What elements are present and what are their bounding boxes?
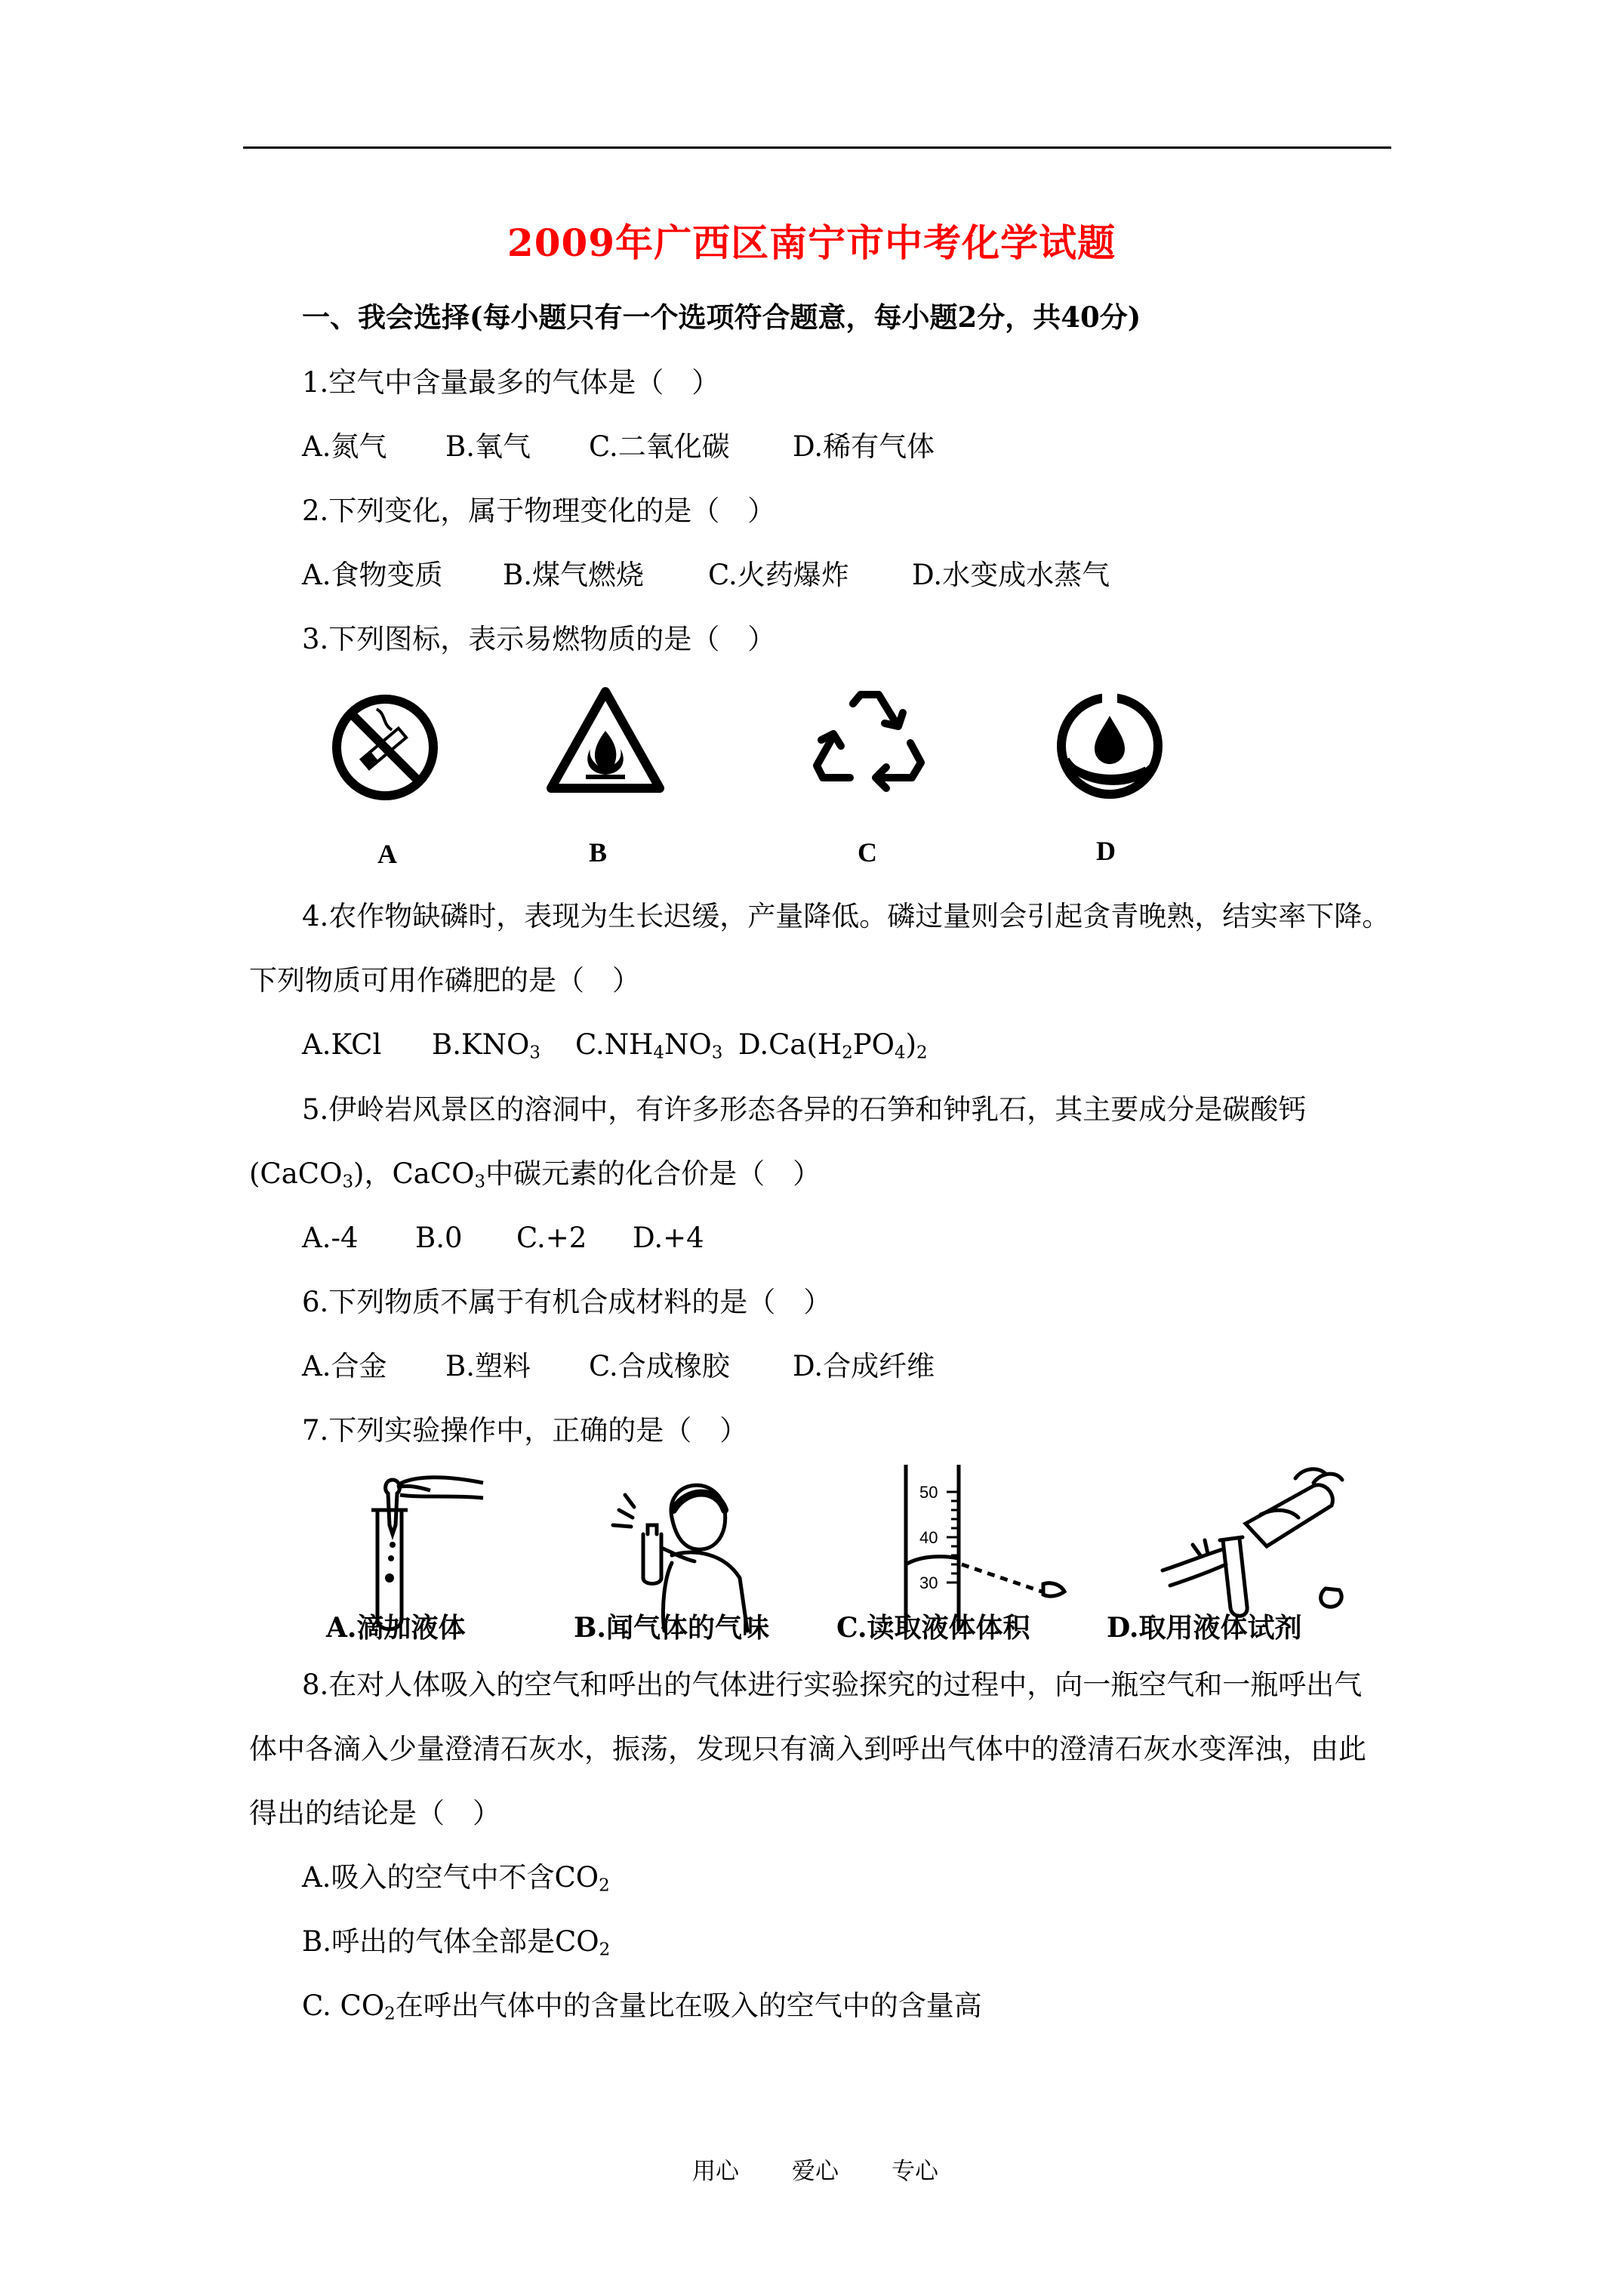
question-2-options (302, 559, 1110, 592)
symbol-label-a: A (377, 839, 397, 869)
option-c (575, 1028, 738, 1062)
option-d: D.稀有气体 (793, 430, 935, 463)
option-b (432, 1028, 575, 1062)
option-d-text: D.Ca(H (738, 1028, 842, 1061)
option-c: C.+2 (516, 1222, 587, 1254)
header-rule (243, 146, 1391, 149)
option-d: D.水变成水蒸气 (912, 559, 1110, 591)
question-6-options (302, 1350, 935, 1383)
option-c: C.火药爆炸 (708, 559, 849, 591)
option-b: B.煤气燃烧 (503, 559, 644, 591)
footer-text: 爱心 (792, 2158, 839, 2185)
option-b: B.塑料 (445, 1350, 531, 1382)
question-8-option-c (302, 1989, 982, 2023)
symbol-label-c: C (858, 837, 877, 868)
question-1-stem: 1.空气中含量最多的气体是（ ） (302, 366, 720, 399)
recycle-icon (806, 684, 933, 802)
footer-text: 用心 (692, 2158, 739, 2185)
symbol-label-b: B (589, 837, 608, 868)
question-5-options (302, 1222, 704, 1255)
option-a: A.-4 (302, 1222, 359, 1254)
option-d: D.+4 (633, 1222, 704, 1254)
option-c-text: C.NH (575, 1028, 654, 1061)
water-saving-icon (1049, 686, 1170, 806)
figure-label-a: A.滴加液体 (326, 1612, 466, 1644)
question-3-stem: 3.下列图标，表示易燃物质的是（ ） (302, 623, 776, 655)
option-d-subscript: 4 (895, 1043, 906, 1063)
cylinder-tick-30: 30 (919, 1573, 938, 1592)
option-a: A.食物变质 (302, 559, 443, 591)
section-heading: 一、我会选择(每小题只有一个选项符合题意，每小题2分，共40分) (302, 300, 1141, 334)
option-c: C.合成橡胶 (589, 1350, 730, 1382)
option-d (738, 1028, 928, 1062)
option-c-subscript: 2 (384, 2004, 396, 2024)
option-d-text: ) (905, 1028, 917, 1061)
option-c-text: C. CO (302, 1989, 385, 2022)
option-a-text: A.吸入的空气中不含CO (302, 1861, 599, 1894)
question-5-stem-line2 (249, 1157, 821, 1191)
option-c-text: 在呼出气体中的含量比在吸入的空气中的含量高 (395, 1989, 982, 2022)
question-8-option-b (302, 1925, 610, 1959)
option-a: A.合金 (302, 1350, 387, 1382)
question-1-options (302, 430, 935, 464)
cylinder-tick-50: 50 (919, 1483, 938, 1502)
option-b-subscript: 2 (599, 1940, 611, 1960)
option-d-subscript: 2 (916, 1043, 928, 1063)
question-2-stem: 2.下列变化，属于物理变化的是（ ） (302, 495, 776, 527)
option-b: B.0 (415, 1222, 463, 1254)
flammable-icon (545, 684, 666, 797)
option-a: A.KCl (302, 1028, 382, 1061)
option-c: C.二氧化碳 (589, 430, 730, 463)
option-c-subscript: 4 (653, 1043, 664, 1063)
question-8-stem-line3: 得出的结论是（ ） (249, 1797, 500, 1829)
option-d-subscript: 2 (842, 1043, 853, 1063)
question-8-stem-line2: 体中各滴入少量澄清石灰水，振荡，发现只有滴入到呼出气体中的澄清石灰水变浑浊，由此 (249, 1733, 1366, 1765)
symbol-label-d: D (1096, 836, 1116, 866)
figure-label-d: D.取用液体试剂 (1107, 1612, 1302, 1644)
option-b-text: B.KNO (432, 1028, 530, 1061)
question-4-stem-line2: 下列物质可用作磷肥的是（ ） (249, 964, 640, 997)
option-c-text: NO (664, 1028, 712, 1061)
stem-text: (CaCO (249, 1157, 343, 1190)
question-6-stem: 6.下列物质不属于有机合成材料的是（ ） (302, 1286, 832, 1318)
option-d-text: PO (852, 1028, 895, 1061)
stem-text: 中碳元素的化合价是（ ） (485, 1157, 821, 1190)
question-8-option-a (302, 1861, 610, 1894)
option-c-subscript: 3 (711, 1043, 723, 1063)
question-4-options (302, 1028, 928, 1062)
option-a-subscript: 2 (599, 1875, 610, 1896)
question-5-stem-line1: 5.伊岭岩风景区的溶洞中，有许多形态各异的石笋和钟乳石，其主要成分是碳酸钙 (302, 1093, 1307, 1126)
subscript: 3 (474, 1172, 486, 1192)
option-b-subscript: 3 (529, 1043, 540, 1063)
footer-text: 专心 (892, 2158, 938, 2185)
option-b-text: B.呼出的气体全部是CO (302, 1925, 599, 1958)
stem-text: )，CaCO (353, 1157, 475, 1190)
subscript: 3 (342, 1172, 354, 1192)
option-d: D.合成纤维 (793, 1350, 935, 1382)
question-4-stem-line1: 4.农作物缺磷时，表现为生长迟缓，产量降低。磷过量则会引起贪青晚熟，结实率下降。 (302, 900, 1390, 932)
no-smoking-icon (326, 689, 444, 806)
figure-label-c: C.读取液体体积 (836, 1612, 1030, 1644)
question-8-stem-line1: 8.在对人体吸入的空气和呼出的气体进行实验探究的过程中，向一瓶空气和一瓶呼出气 (302, 1669, 1363, 1701)
question-7-stem: 7.下列实验操作中，正确的是（ ） (302, 1414, 748, 1447)
option-a: A.氮气 (302, 430, 387, 463)
cylinder-tick-40: 40 (919, 1528, 938, 1547)
page-title: 2009年广西区南宁市中考化学试题 (507, 220, 1116, 265)
option-b: B.氧气 (445, 430, 531, 463)
figure-label-b: B.闻气体的气味 (574, 1612, 769, 1644)
